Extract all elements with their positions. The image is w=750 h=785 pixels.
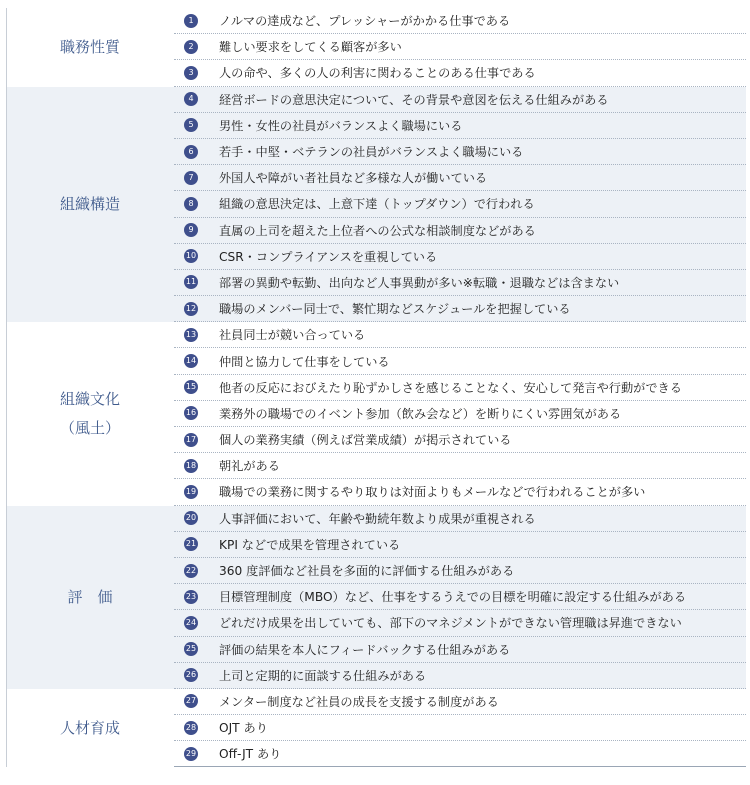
item-list (174, 322, 746, 505)
item-number-badge: 29 (184, 747, 198, 761)
item-number-badge: 20 (184, 511, 198, 525)
item-number-badge: 3 (184, 66, 198, 80)
table-row (174, 663, 746, 689)
category-label-line: （風土） (59, 418, 120, 437)
item-text: 業務外の職場でのイベント参加（飲み会など）を断りにくい雰囲気がある (219, 406, 622, 421)
category-group (6, 87, 746, 323)
item-number-badge: 13 (184, 328, 198, 342)
item-number-badge: 11 (184, 275, 198, 289)
item-list (174, 8, 746, 87)
table-row (174, 34, 746, 60)
category-label-line: 組織構造 (59, 194, 120, 213)
item-number-badge: 22 (184, 564, 198, 578)
workplace-characteristics-table (6, 8, 746, 767)
item-number-badge: 27 (184, 694, 198, 708)
item-text: 朝礼がある (219, 459, 280, 474)
table-row (174, 610, 746, 636)
item-text: 社員同士が競い合っている (219, 328, 366, 343)
item-number-badge: 9 (184, 223, 198, 237)
item-text: CSR・コンプライアンスを重視している (219, 249, 438, 264)
table-row (174, 322, 746, 348)
table-row (174, 532, 746, 558)
table-row (174, 218, 746, 244)
table-row (174, 296, 746, 322)
table-row (174, 427, 746, 453)
item-text: OJT あり (219, 721, 268, 736)
category-group (6, 322, 746, 505)
item-text: Off-JT あり (219, 747, 282, 762)
table-row (174, 689, 746, 715)
table-row (174, 270, 746, 296)
item-text: 外国人や障がい者社員など多様な人が働いている (219, 171, 488, 186)
table-row (174, 637, 746, 663)
item-list (174, 87, 746, 323)
item-number-badge: 28 (184, 721, 198, 735)
item-text: ノルマの達成など、プレッシャーがかかる仕事である (219, 14, 511, 29)
item-number-badge: 7 (184, 171, 198, 185)
table-row (174, 8, 746, 34)
table-row (174, 558, 746, 584)
item-number-badge: 26 (184, 668, 198, 682)
item-text: 難しい要求をしてくる顧客が多い (219, 40, 402, 55)
category-label-line: 人材育成 (59, 718, 120, 737)
item-text: 部署の異動や転勤、出向など人事異動が多い※転職・退職などは含まない (219, 275, 620, 290)
item-text: 職場での業務に関するやり取りは対面よりもメールなどで行われることが多い (219, 485, 646, 500)
item-list (174, 506, 746, 689)
item-text: 人事評価において、年齢や勤続年数より成果が重視される (219, 511, 536, 526)
table-row (174, 87, 746, 113)
item-number-badge: 23 (184, 590, 198, 604)
item-number-badge: 4 (184, 92, 198, 106)
table-row (174, 139, 746, 165)
item-text: 人の命や、多くの人の利害に関わることのある仕事である (219, 66, 536, 81)
table-row (174, 453, 746, 479)
category-group (6, 689, 746, 768)
item-number-badge: 21 (184, 537, 198, 551)
item-number-badge: 15 (184, 380, 198, 394)
table-row (174, 375, 746, 401)
table-row (174, 506, 746, 532)
item-number-badge: 25 (184, 642, 198, 656)
table-row (174, 348, 746, 374)
category-label-line: 組織文化 (59, 389, 120, 408)
item-text: 経営ボードの意思決定について、その背景や意図を伝える仕組みがある (219, 92, 609, 107)
item-text: 上司と定期的に面談する仕組みがある (219, 668, 427, 683)
item-text: 個人の業務実績（例えば営業成績）が掲示されている (219, 433, 512, 448)
item-text: どれだけ成果を出していても、部下のマネジメントができない管理職は昇進できない (219, 616, 682, 631)
category-label (6, 8, 174, 87)
category-label-line: 評 価 (67, 587, 113, 606)
item-number-badge: 2 (184, 40, 198, 54)
item-number-badge: 14 (184, 354, 198, 368)
table-row (174, 479, 746, 505)
item-number-badge: 16 (184, 406, 198, 420)
item-text: 若手・中堅・ベテランの社員がバランスよく職場にいる (219, 145, 524, 160)
item-text: 評価の結果を本人にフィードバックする仕組みがある (219, 642, 511, 657)
category-label-line: 職務性質 (59, 37, 120, 56)
item-number-badge: 18 (184, 459, 198, 473)
category-label (6, 87, 174, 323)
item-number-badge: 24 (184, 616, 198, 630)
item-text: 仲間と協力して仕事をしている (219, 354, 390, 369)
item-list (174, 689, 746, 768)
category-label (6, 506, 174, 689)
table-row (174, 60, 746, 86)
item-number-badge: 8 (184, 197, 198, 211)
category-group (6, 506, 746, 689)
item-text: 男性・女性の社員がバランスよく職場にいる (219, 118, 463, 133)
item-text: KPI などで成果を管理されている (219, 537, 401, 552)
item-number-badge: 1 (184, 14, 198, 28)
item-text: 360 度評価など社員を多面的に評価する仕組みがある (219, 564, 515, 579)
table-row (174, 113, 746, 139)
table-row (174, 165, 746, 191)
item-text: 職場のメンバー同士で、繁忙期などスケジュールを把握している (219, 302, 571, 317)
item-text: 組織の意思決定は、上意下達（トップダウン）で行われる (219, 197, 535, 212)
table-row (174, 584, 746, 610)
item-number-badge: 12 (184, 302, 198, 316)
item-text: 他者の反応におびえたり恥ずかしさを感じることなく、安心して発言や行動ができる (219, 380, 682, 395)
category-label (6, 322, 174, 505)
table-row (174, 741, 746, 767)
category-group (6, 8, 746, 87)
table-row (174, 401, 746, 427)
table-row (174, 715, 746, 741)
item-text: メンター制度など社員の成長を支援する制度がある (219, 694, 499, 709)
item-number-badge: 17 (184, 433, 198, 447)
item-text: 目標管理制度（MBO）など、仕事をするうえでの目標を明確に設定する仕組みがある (219, 590, 687, 605)
table-row (174, 191, 746, 217)
table-row (174, 244, 746, 270)
item-number-badge: 10 (184, 249, 198, 263)
category-label (6, 689, 174, 768)
item-number-badge: 5 (184, 118, 198, 132)
item-text: 直属の上司を超えた上位者への公式な相談制度などがある (219, 223, 536, 238)
item-number-badge: 19 (184, 485, 198, 499)
item-number-badge: 6 (184, 145, 198, 159)
